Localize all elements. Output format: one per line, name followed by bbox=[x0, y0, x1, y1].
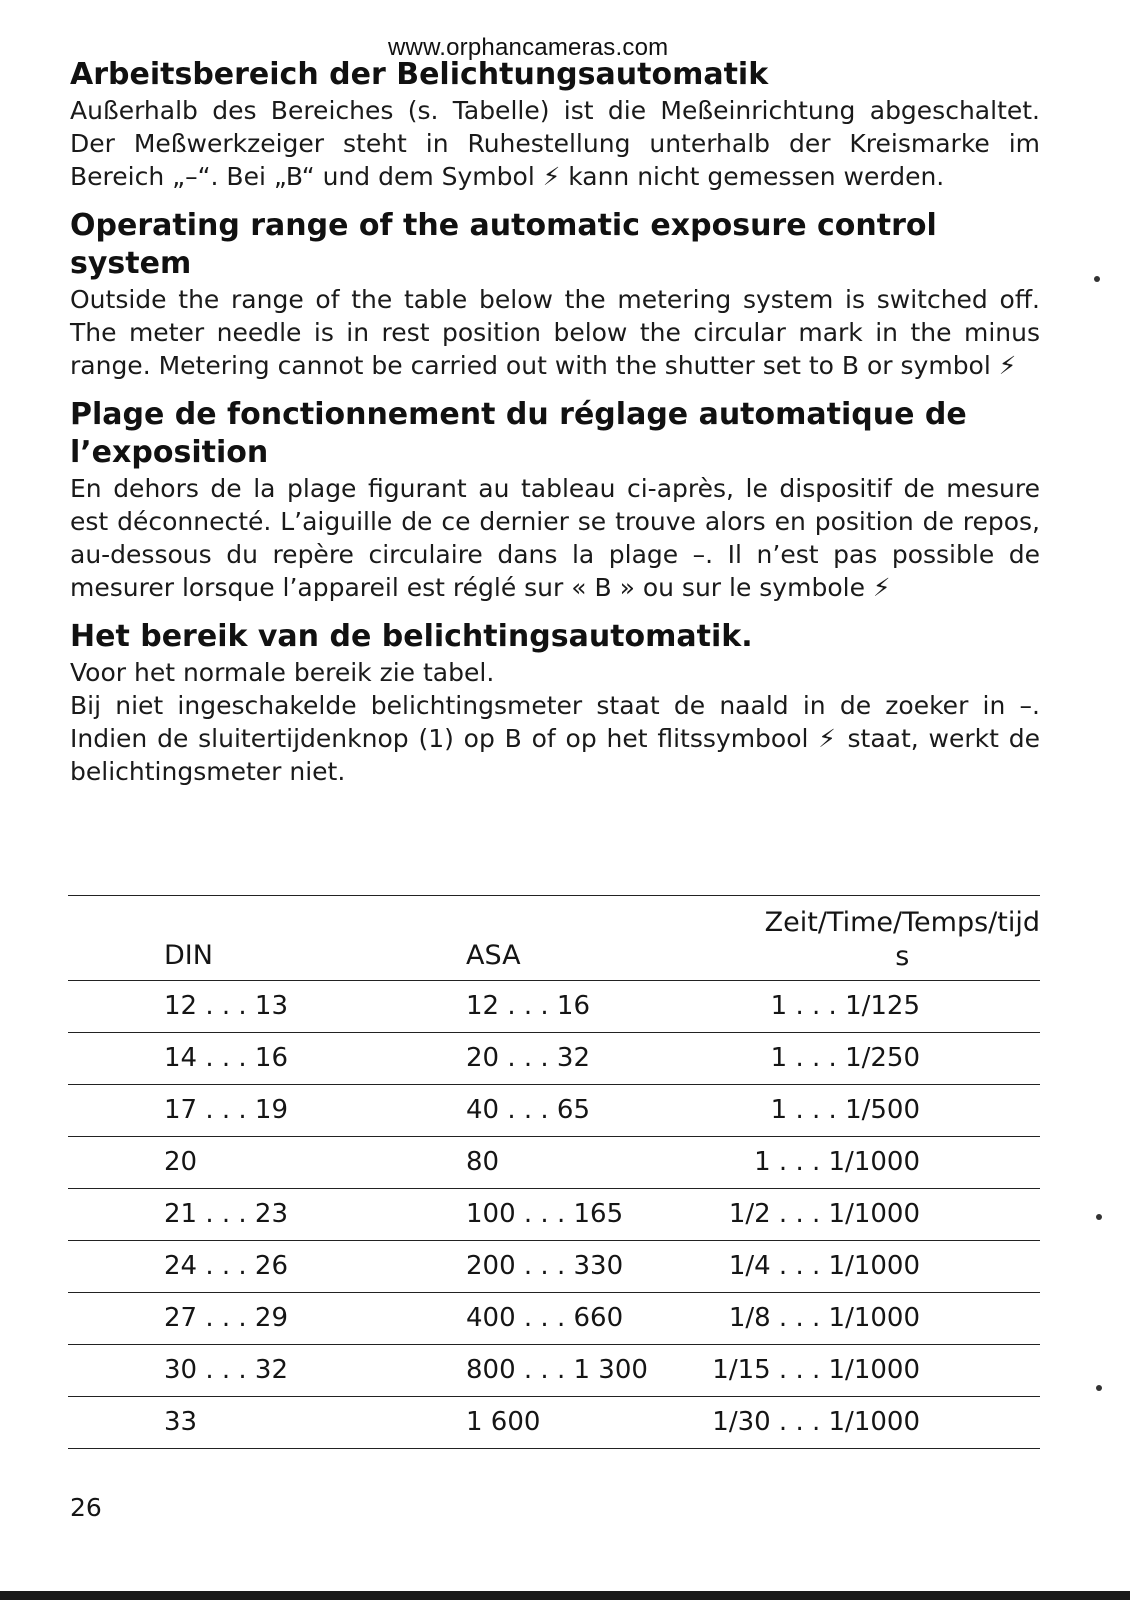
section-title: Arbeitsbereich der Belichtungsautomatik bbox=[70, 57, 769, 92]
section-body: Outside the range of the table below the metering system is switched off. The meter needle is in rest position below the circular mark in the minus range. Metering cannot be carried out with the shutter set to B or symbol ⚡ bbox=[70, 285, 1040, 380]
section-title: Plage de fonctionnement du réglage automatique de l’exposition bbox=[70, 397, 967, 470]
cell-asa: 100 . . . 165 bbox=[466, 1199, 624, 1229]
text-content bbox=[70, 56, 1040, 788]
table-row bbox=[68, 1396, 1040, 1449]
section-body: Außerhalb des Bereiches (s. Tabelle) ist die Meßeinrichtung abgeschaltet. Der Meßwerkzeiger steht in Ruhestellung unterhalb der Kreismarke im Bereich „–“. Bei „B“ und dem Symbol ⚡ kann nicht gemessen werden. bbox=[70, 96, 1040, 191]
table-row bbox=[68, 1032, 1040, 1084]
cell-asa: 80 bbox=[466, 1147, 500, 1177]
cell-time: 1/8 . . . 1/1000 bbox=[728, 1303, 920, 1333]
table-row bbox=[68, 1136, 1040, 1188]
cell-din: 12 . . . 13 bbox=[164, 991, 289, 1021]
cell-time: 1/2 . . . 1/1000 bbox=[728, 1199, 920, 1229]
watermark-url: www.orphancameras.com bbox=[388, 34, 669, 61]
cell-asa: 400 . . . 660 bbox=[466, 1303, 624, 1333]
section-title: Operating range of the automatic exposure control system bbox=[70, 208, 937, 281]
cell-asa: 200 . . . 330 bbox=[466, 1251, 624, 1281]
cell-time: 1 . . . 1/125 bbox=[770, 991, 920, 1021]
cell-time: 1/15 . . . 1/1000 bbox=[712, 1355, 920, 1385]
cell-time: 1 . . . 1/500 bbox=[770, 1095, 920, 1125]
scan-speck bbox=[1096, 1214, 1102, 1220]
section-title: Het bereik van de belichtingsautomatik. bbox=[70, 619, 753, 654]
cell-din: 24 . . . 26 bbox=[164, 1251, 289, 1281]
section-dutch bbox=[70, 618, 1040, 788]
cell-asa: 20 . . . 32 bbox=[466, 1043, 591, 1073]
scan-speck bbox=[1094, 276, 1100, 282]
cell-time: 1 . . . 1/250 bbox=[770, 1043, 920, 1073]
cell-time: 1/30 . . . 1/1000 bbox=[712, 1407, 920, 1437]
section-german bbox=[70, 56, 1040, 193]
cell-din: 20 bbox=[164, 1147, 198, 1177]
table-body bbox=[68, 980, 1040, 1449]
section-french bbox=[70, 396, 1040, 604]
header-time-label: Zeit/Time/Temps/tijd bbox=[764, 907, 1040, 938]
section-english bbox=[70, 207, 1040, 382]
cell-asa: 40 . . . 65 bbox=[466, 1095, 591, 1125]
table-row bbox=[68, 1084, 1040, 1136]
header-din: DIN bbox=[164, 940, 213, 971]
cell-time: 1/4 . . . 1/1000 bbox=[728, 1251, 920, 1281]
exposure-range-table bbox=[68, 895, 1040, 1449]
cell-din: 27 . . . 29 bbox=[164, 1303, 289, 1333]
table-row bbox=[68, 980, 1040, 1032]
section-line: Voor het normale bereik zie tabel. bbox=[70, 658, 495, 687]
table-row bbox=[68, 1344, 1040, 1396]
table-row bbox=[68, 1240, 1040, 1292]
header-time-unit: s bbox=[895, 941, 910, 972]
table-row bbox=[68, 1292, 1040, 1344]
cell-din: 30 . . . 32 bbox=[164, 1355, 289, 1385]
header-time bbox=[765, 906, 1040, 974]
cell-din: 33 bbox=[164, 1407, 198, 1437]
cell-din: 17 . . . 19 bbox=[164, 1095, 289, 1125]
cell-din: 21 . . . 23 bbox=[164, 1199, 289, 1229]
page-number: 26 bbox=[70, 1493, 102, 1522]
table-header bbox=[68, 896, 1040, 980]
section-body: Bij niet ingeschakelde belichtingsmeter staat de naald in de zoeker in –. Indien de sluitertijdenknop (1) op B of op het flitssymbool ⚡ staat, werkt de belichtingsmeter niet. bbox=[70, 691, 1040, 786]
cell-asa: 12 . . . 16 bbox=[466, 991, 591, 1021]
scan-speck bbox=[1096, 1385, 1102, 1391]
section-body: En dehors de la plage figurant au tableau ci-après, le dispositif de mesure est déconnecté. L’aiguille de ce dernier se trouve alors en position de repos, au-dessous du repère circulaire dans la plage –. Il n’est pas possible de mesurer lorsque l’appareil est réglé sur « B » ou sur le symbole ⚡ bbox=[70, 474, 1040, 602]
cell-time: 1 . . . 1/1000 bbox=[754, 1147, 920, 1177]
cell-asa: 800 . . . 1 300 bbox=[466, 1355, 648, 1385]
header-asa: ASA bbox=[466, 940, 521, 971]
cell-asa: 1 600 bbox=[466, 1407, 541, 1437]
scan-edge-bar bbox=[0, 1591, 1130, 1600]
cell-din: 14 . . . 16 bbox=[164, 1043, 289, 1073]
table-row bbox=[68, 1188, 1040, 1240]
